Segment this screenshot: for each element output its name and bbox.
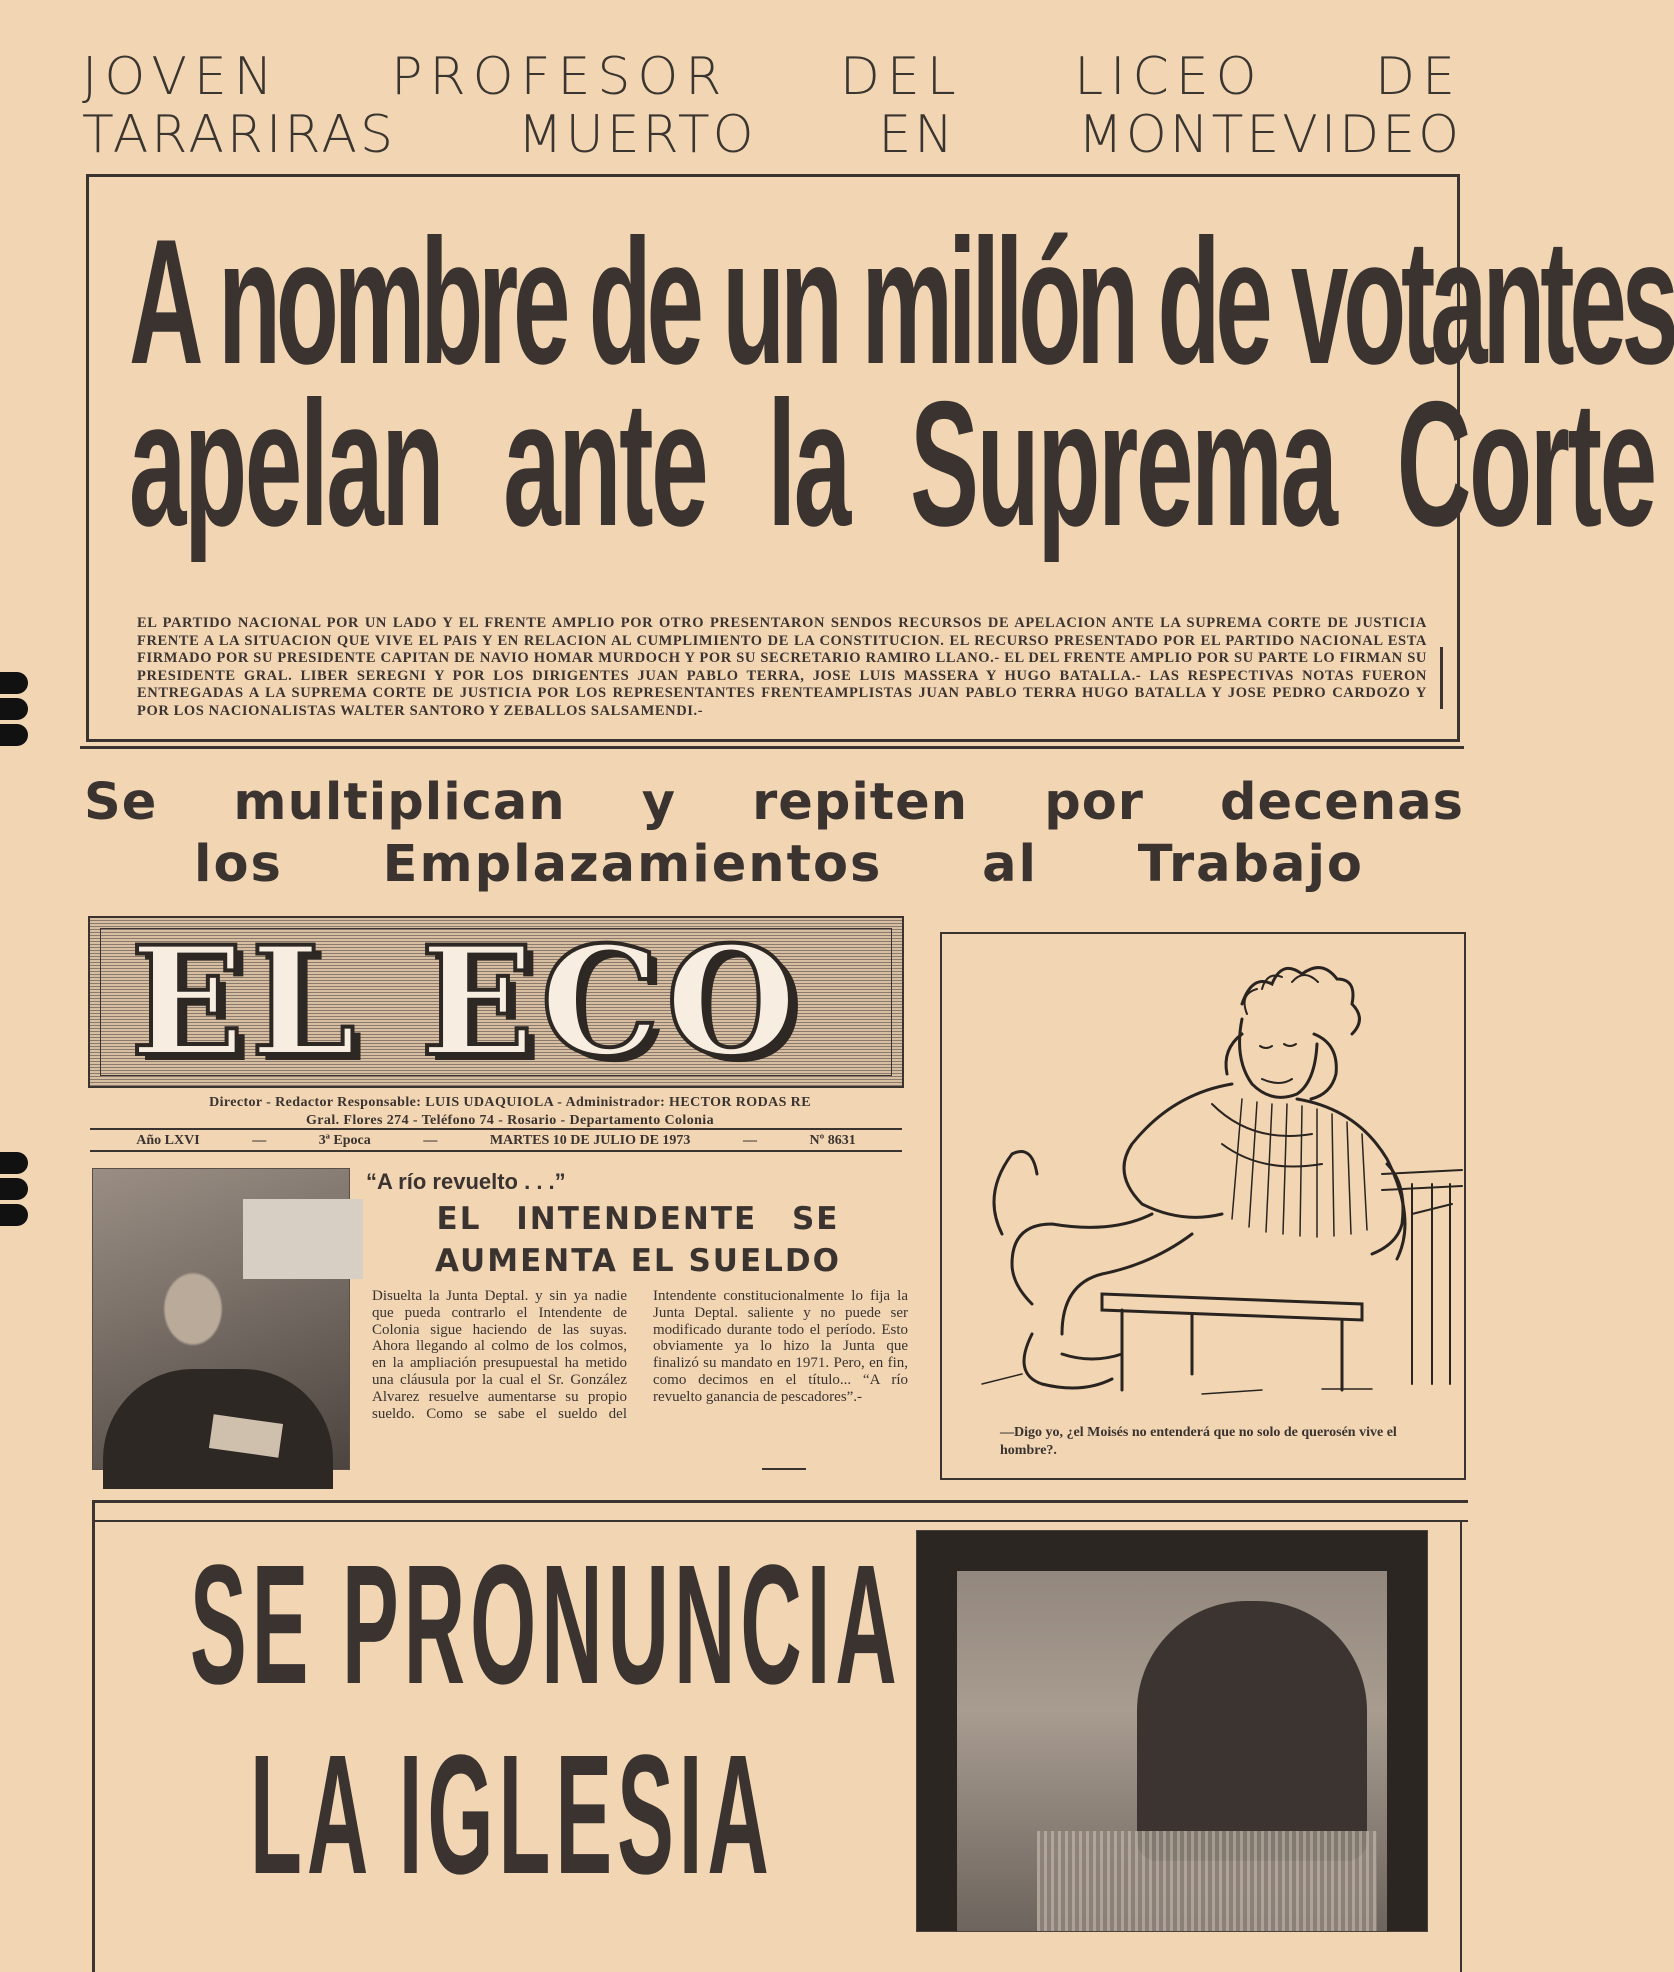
dateline-item: — — [423, 1133, 438, 1148]
credits-line: Gral. Flores 274 - Teléfono 74 - Rosario - Departamento Colonia — [306, 1113, 714, 1128]
top-headline-word: MONTEVIDEO — [1077, 105, 1462, 165]
article-headline — [368, 1198, 908, 1282]
second-headline-word: y — [641, 773, 676, 832]
second-headline-word: decenas — [1219, 773, 1464, 832]
photo-beam — [917, 1531, 1427, 1571]
cartoon — [940, 932, 1466, 1480]
second-headline-word: por — [1044, 773, 1144, 832]
divider — [80, 746, 1464, 749]
second-headline-word: repiten — [752, 773, 969, 832]
bottom-headline-line: SE PRONUNCIA — [190, 1530, 902, 1720]
dateline-item: MARTES 10 DE JULIO DE 1973 — [489, 1133, 691, 1148]
masthead-credits — [120, 1094, 900, 1130]
divider — [92, 1520, 1468, 1522]
article-kicker: “A río revuelto . . .” — [366, 1169, 566, 1194]
cartoon-drawing — [942, 934, 1464, 1414]
top-headline-word: DE — [1375, 47, 1462, 107]
lead-story-box — [86, 174, 1674, 742]
article-body: Disuelta la Junta Deptal. y sin ya nadie que pueda contrarlo el Intendente de Colonia sigue haciendo de las suyas. Ahora llegando al colmo de los colmos, en la ampliación presupuestal ha metido una cláusula por la cual el Sr. González Alvarez resuelve aumentarse su propio sueldo. Como se sabe el sueldo del Intendente constitucionalmente lo fija la Junta Deptal. saliente y no puede ser modificado durante todo el período. Esto obviamente ya lo hizo la Junta que finalizó su mandato en 1971. Pero, en fin, como decimos en el título... “A río revuelto ganancia de pescadores”.- — [372, 1288, 908, 1422]
top-headline-word: DEL — [839, 47, 963, 107]
masthead — [88, 916, 904, 1088]
dateline — [90, 1128, 902, 1152]
second-headline — [84, 772, 1464, 896]
second-headline-word: los — [194, 835, 283, 894]
top-headline-word: MUERTO — [517, 105, 757, 165]
dateline-item: Año LXVI — [136, 1133, 200, 1148]
second-headline-word: multiplican — [233, 773, 566, 832]
lead-headline — [129, 202, 1674, 563]
lead-headline-line2: apelan ante la Suprema Corte — [129, 364, 1655, 563]
second-headline-word: Se — [84, 773, 158, 832]
top-headline-word: TARARIRAS — [82, 105, 396, 165]
dateline-item: — — [742, 1133, 757, 1148]
photo-background-sign — [243, 1199, 363, 1279]
divider — [1460, 1520, 1462, 1972]
intendente-photo — [92, 1168, 350, 1470]
top-headline-word: PROFESOR — [391, 47, 729, 107]
dateline-item: Nº 8631 — [809, 1133, 856, 1148]
article-headline-line: AUMENTA EL SUELDO — [435, 1243, 841, 1279]
article-headline-line: EL INTENDENTE SE — [436, 1201, 840, 1237]
bottom-headline — [190, 1530, 902, 1910]
top-headline-word: LICEO — [1074, 47, 1264, 107]
photo-cityscape — [1037, 1831, 1377, 1931]
lead-headline-line1: A nombre de un millón de votantes — [129, 202, 1674, 401]
dateline-item: 3ª Epoca — [318, 1133, 371, 1148]
divider — [1440, 647, 1443, 709]
second-headline-word: Trabajo — [1137, 835, 1364, 894]
masthead-logo: EL ECO — [130, 914, 803, 1090]
photo-pillar — [1387, 1531, 1427, 1931]
lead-summary: EL PARTIDO NACIONAL POR UN LADO Y EL FRENTE AMPLIO POR OTRO PRESENTARON SENDOS RECURSOS DE APELACION ANTE LA SUPREMA CORTE DE JUSTICIA FRENTE A LA SITUACION QUE VIVE EL PAIS Y EN RELACION AL CUMPLIMIENTO DE LA CONSTITUCION. EL RECURSO PRESENTADO POR EL PARTIDO NACIONAL ESTA FIRMADO POR SU PRESIDENTE CAPITAN DE NAVIO HOMAR MURDOCH Y POR SU SECRETARIO RAMIRO LLANO.- EL DEL FRENTE AMPLIO POR SU PARTE LO FIRMAN SU PRESIDENTE GRAL. LIBER SEREGNI Y POR LOS DIRIGENTES JUAN PABLO TERRA, JOSE LUIS MASSERA Y HUGO BATALLA.- LAS RESPECTIVAS NOTAS FUERON ENTREGADAS A LA SUPREMA CORTE DE JUSTICIA POR LOS REPRESENTANTES FRENTEAMPLISTAS JUAN PABLO TERRA HUGO BATALLA Y JOSE PEDRO CARDOZO Y POR LOS NACIONALISTAS WALTER SANTORO Y ZEBALLOS SALSAMENDI.- — [137, 615, 1427, 719]
cartoon-caption: —Digo yo, ¿el Moisés no entenderá que no solo de querosén vive el hombre?. — [1000, 1425, 1397, 1458]
top-headline — [82, 48, 1462, 164]
credits-line: Director - Redactor Responsable: LUIS UDAQUIOLA - Administrador: HECTOR RODAS RE — [209, 1095, 811, 1110]
second-headline-word: al — [982, 835, 1039, 894]
bottom-headline-line: LA IGLESIA — [250, 1720, 774, 1910]
second-headline-word: Emplazamientos — [382, 835, 883, 894]
photo-pillar — [917, 1531, 957, 1931]
article-end-rule — [762, 1468, 806, 1470]
church-bell-photo — [916, 1530, 1428, 1932]
photo-bell — [1137, 1601, 1367, 1861]
top-headline-word: JOVEN — [82, 47, 280, 107]
top-headline-word: EN — [878, 105, 957, 165]
dateline-item: — — [252, 1133, 267, 1148]
